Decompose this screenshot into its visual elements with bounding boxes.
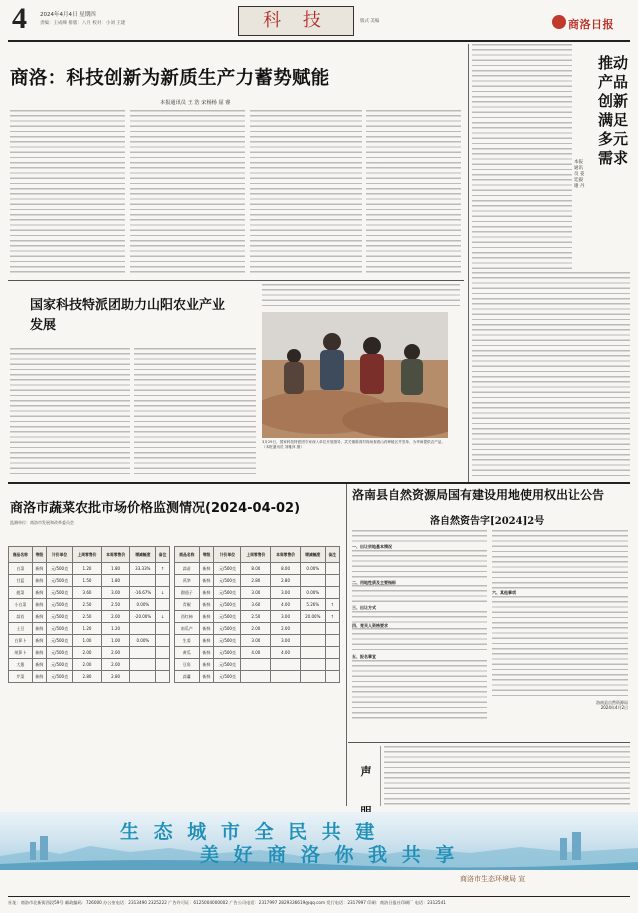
table-cell: 元/500克 xyxy=(47,659,73,671)
table-cell: 元/500克 xyxy=(47,623,73,635)
checker-line: 版式 美编 xyxy=(360,19,380,24)
table-cell: 8.00 xyxy=(271,563,301,575)
table-cell xyxy=(241,659,271,671)
table-cell: 2.80 xyxy=(73,671,102,683)
table-cell: 2.00 xyxy=(101,659,130,671)
veg-header-cell: 计价单位 xyxy=(47,547,73,563)
table-cell: 元/500克 xyxy=(47,635,73,647)
table-cell xyxy=(156,599,170,611)
table-cell: 蒜薹 xyxy=(175,671,200,683)
table-cell: ↑ xyxy=(156,563,170,575)
table-row xyxy=(175,575,340,587)
land-column-1 xyxy=(352,530,487,738)
veg-note: 监测单位：商洛市发展和改革委员会 xyxy=(10,520,74,525)
feature-column-1 xyxy=(10,348,130,478)
banner-credit: 商洛市生态环境局 宣 xyxy=(460,875,526,883)
table-cell: 土豆 xyxy=(9,623,33,635)
veg-header-cell: 本周零售价 xyxy=(271,547,301,563)
table-cell: 3.00 xyxy=(271,635,301,647)
land-section-2: 二、用地性质及主要指标 xyxy=(352,579,396,585)
table-cell xyxy=(325,587,339,599)
veg-table-right xyxy=(174,546,340,683)
table-cell: 33.33% xyxy=(130,563,156,575)
table-cell xyxy=(241,671,271,683)
veg-header-row xyxy=(9,547,170,563)
table-cell: 2.50 xyxy=(73,611,102,623)
table-cell: 元/500克 xyxy=(214,587,241,599)
lead-byline: 本报通讯员 王 浩 宋杨杨 屈 睿 xyxy=(160,100,231,106)
table-cell: 新鲜 xyxy=(199,635,214,647)
land-section-4: 四、竞买人资格要求 xyxy=(352,622,388,628)
table-row xyxy=(175,611,340,623)
table-cell: 0.00% xyxy=(300,587,325,599)
feature-column-2 xyxy=(134,348,256,478)
brand-logo-icon xyxy=(552,15,566,29)
feature-column-3 xyxy=(262,284,460,308)
table-cell: 1.50 xyxy=(73,575,102,587)
table-cell: 菠菜 xyxy=(9,587,33,599)
veg-header-cell: 本周零售价 xyxy=(101,547,130,563)
side-column-top xyxy=(472,44,572,269)
table-row xyxy=(9,563,170,575)
veg-header-cell: 计价单位 xyxy=(214,547,241,563)
table-cell: 蒜苗 xyxy=(175,563,200,575)
veg-table-title: 商洛市蔬菜农批市场价格监测情况(2024-04-02) xyxy=(10,501,301,516)
table-cell xyxy=(130,647,156,659)
table-cell xyxy=(300,635,325,647)
table-row xyxy=(175,635,340,647)
table-cell: 元/500克 xyxy=(47,647,73,659)
table-row xyxy=(9,659,170,671)
lead-headline: 商洛：科技创新为新质生产力蓄势赋能 xyxy=(10,68,330,89)
table-cell: 0.00% xyxy=(130,635,156,647)
table-cell: 1.20 xyxy=(101,623,130,635)
banner-slogan-2: 美 好 商 洛 你 我 共 享 xyxy=(200,844,459,866)
table-cell: 2.00 xyxy=(73,659,102,671)
table-cell: 白菜 xyxy=(9,563,33,575)
table-cell: 莴笋 xyxy=(175,575,200,587)
table-cell: 3.00 xyxy=(241,587,271,599)
table-cell: 4.00 xyxy=(271,599,301,611)
table-cell xyxy=(325,563,339,575)
table-row xyxy=(175,587,340,599)
table-cell: 2.80 xyxy=(101,671,130,683)
table-cell: 2.00 xyxy=(101,611,130,623)
veg-header-cell: 等级 xyxy=(32,547,46,563)
table-cell xyxy=(156,635,170,647)
table-cell xyxy=(130,575,156,587)
table-cell: 新鲜 xyxy=(199,587,214,599)
editor-meta: 责编：王成峰 排版：八月 校对：小刘 王建 xyxy=(40,21,126,26)
table-cell: 新鲜 xyxy=(32,587,46,599)
notice-label: 声 xyxy=(360,765,372,778)
feature-rule xyxy=(8,280,464,281)
notice-rule xyxy=(348,742,630,743)
land-column-2 xyxy=(492,530,628,738)
table-cell: 新鲜 xyxy=(32,635,46,647)
table-cell: ↑ xyxy=(325,611,339,623)
table-cell: 新鲜 xyxy=(199,647,214,659)
footer-info: 社址：商洛市北新街西段59号 邮政编码：726000 办公室电话：2313490 2325222 广告许可证：6125004000002 广告公司电话：2317997 2829336619@qq.com 发行电话：2317997 印刷：商洛日报社印刷厂 电话：2312541 xyxy=(8,900,446,905)
land-notice-title: 洛南县自然资源局国有建设用地使用权出让公告 xyxy=(352,488,605,502)
header-rule xyxy=(8,40,630,42)
table-cell: 0.00% xyxy=(300,563,325,575)
table-cell xyxy=(271,671,301,683)
notice-divider xyxy=(380,746,381,806)
table-row xyxy=(175,671,340,683)
land-date: 2024年4月2日 xyxy=(600,705,628,711)
table-row xyxy=(9,635,170,647)
table-cell: 1.80 xyxy=(101,575,130,587)
table-cell: 小白菜 xyxy=(9,599,33,611)
table-cell xyxy=(300,659,325,671)
table-cell: ↓ xyxy=(156,611,170,623)
side-byline: 本报通讯员 姜廷毅 谢 丹 xyxy=(574,160,585,189)
table-row xyxy=(9,587,170,599)
table-row xyxy=(9,599,170,611)
table-cell: 元/500克 xyxy=(214,611,241,623)
table-cell: 元/500克 xyxy=(214,599,241,611)
veg-header-cell: 备注 xyxy=(156,547,170,563)
table-cell: 新鲜 xyxy=(32,623,46,635)
table-cell: 元/500克 xyxy=(214,647,241,659)
table-cell xyxy=(300,623,325,635)
table-cell: 3.60 xyxy=(73,587,102,599)
table-cell: 新鲜 xyxy=(199,623,214,635)
side-column-bottom xyxy=(472,272,630,477)
table-cell: 白萝卜 xyxy=(9,635,33,647)
table-cell xyxy=(130,623,156,635)
land-notice-number: 洛自然资告字[2024]2号 xyxy=(430,516,545,527)
table-cell: 1.20 xyxy=(73,623,102,635)
table-cell xyxy=(156,671,170,683)
table-row xyxy=(9,575,170,587)
veg-header-cell: 上周零售价 xyxy=(241,547,271,563)
lead-column-4 xyxy=(366,110,461,275)
table-cell xyxy=(156,659,170,671)
table-cell: 大葱 xyxy=(9,659,33,671)
table-cell: 元/500克 xyxy=(214,635,241,647)
veg-header-cell: 上周零售价 xyxy=(73,547,102,563)
table-cell xyxy=(300,647,325,659)
table-cell: 2.80 xyxy=(271,575,301,587)
side-headline: 推动产品创新 满足多元需求 xyxy=(597,54,628,167)
table-cell xyxy=(156,647,170,659)
table-cell: 元/500克 xyxy=(214,575,241,587)
table-cell: 2.00 xyxy=(73,647,102,659)
veg-header-cell: 备注 xyxy=(325,547,339,563)
table-cell xyxy=(325,623,339,635)
table-cell: 生姜 xyxy=(175,635,200,647)
table-cell: 元/500克 xyxy=(47,575,73,587)
table-cell: 胡萝卜 xyxy=(9,647,33,659)
land-section-5: 五、报名事宜 xyxy=(352,654,376,660)
table-cell: 新鲜 xyxy=(32,659,46,671)
table-cell: 2.00 xyxy=(271,623,301,635)
table-cell xyxy=(325,659,339,671)
footer-rule xyxy=(8,896,630,897)
table-cell: 新鲜 xyxy=(32,671,46,683)
mid-rule xyxy=(8,482,630,484)
table-cell xyxy=(271,659,301,671)
veg-header-row xyxy=(175,547,340,563)
table-cell: 新鲜 xyxy=(32,575,46,587)
table-cell: 新鲜 xyxy=(199,599,214,611)
feature-photo xyxy=(262,312,448,438)
table-cell: 2.50 xyxy=(73,599,102,611)
table-cell: 新鲜 xyxy=(199,611,214,623)
table-cell: 5.26% xyxy=(300,599,325,611)
lead-column-2 xyxy=(130,110,245,275)
side-divider xyxy=(468,44,469,484)
veg-header-cell: 增减幅度 xyxy=(130,547,156,563)
notice-body xyxy=(384,746,630,806)
table-cell: 新鲜 xyxy=(199,659,214,671)
table-cell xyxy=(130,671,156,683)
veg-header-cell: 等级 xyxy=(199,547,214,563)
lower-divider xyxy=(346,484,347,806)
table-cell: 4.00 xyxy=(271,647,301,659)
table-cell: 新鲜 xyxy=(199,575,214,587)
table-cell: 豆角 xyxy=(175,659,200,671)
table-cell: 黄瓜 xyxy=(175,647,200,659)
table-cell: 1.00 xyxy=(101,635,130,647)
photo-caption: 3月29日，国家科技特派团专家深入单位开展指导，武关镇陈湾村现场查看山药种植区并签单，为华商提供农产品。（本报通讯员 刘雅萍 摄） xyxy=(262,440,445,449)
table-cell xyxy=(130,659,156,671)
table-cell: 青椒 xyxy=(175,599,200,611)
veg-header-cell: 增减幅度 xyxy=(300,547,325,563)
table-cell: 西红柿 xyxy=(175,611,200,623)
table-cell: 3.00 xyxy=(271,587,301,599)
table-cell xyxy=(325,575,339,587)
table-cell: 2.00 xyxy=(101,647,130,659)
banner-slogan-1: 生 态 城 市 全 民 共 建 xyxy=(120,821,379,843)
table-cell: 元/500克 xyxy=(47,671,73,683)
table-cell: ↑ xyxy=(325,599,339,611)
table-cell: 元/500克 xyxy=(47,587,73,599)
table-cell: 元/500克 xyxy=(47,599,73,611)
table-cell: 新鲜 xyxy=(32,599,46,611)
table-cell: 2.80 xyxy=(241,575,271,587)
table-cell xyxy=(325,671,339,683)
table-row xyxy=(9,671,170,683)
table-cell: 20.00% xyxy=(300,611,325,623)
table-cell: 新鲜 xyxy=(32,611,46,623)
table-cell xyxy=(325,635,339,647)
lead-column-3 xyxy=(250,110,362,275)
table-cell: 蒜苔 xyxy=(9,611,33,623)
land-signature: 洛南县自然资源局 xyxy=(596,699,628,705)
table-cell: 3.60 xyxy=(241,599,271,611)
table-cell: 元/500克 xyxy=(47,611,73,623)
table-cell: 元/500克 xyxy=(214,623,241,635)
table-cell: 元/500克 xyxy=(214,671,241,683)
table-cell xyxy=(300,575,325,587)
table-cell: 南瓜产 xyxy=(175,623,200,635)
table-cell: 元/500克 xyxy=(214,659,241,671)
table-cell: 2.50 xyxy=(241,611,271,623)
table-cell: 1.80 xyxy=(101,563,130,575)
issue-date: 2024年4月4日 星期四 xyxy=(40,12,96,18)
table-cell xyxy=(156,623,170,635)
lead-column-1 xyxy=(10,110,125,275)
table-cell: 芹菜 xyxy=(9,671,33,683)
masthead-brand: 商洛日报 xyxy=(568,18,614,31)
table-cell: 甘蓝 xyxy=(9,575,33,587)
table-row xyxy=(175,599,340,611)
table-cell: 8.00 xyxy=(241,563,271,575)
table-cell: 元/500克 xyxy=(47,563,73,575)
table-row xyxy=(9,611,170,623)
table-cell: 3.00 xyxy=(271,611,301,623)
table-cell: 2.00 xyxy=(241,623,271,635)
table-row xyxy=(175,623,340,635)
land-section-1: 一、出让宗地基本情况 xyxy=(352,544,392,549)
feature-headline: 国家科技特派团助力山阳农业产业发展 xyxy=(30,298,226,333)
table-cell: 3.00 xyxy=(241,635,271,647)
table-row xyxy=(175,659,340,671)
table-cell: 新鲜 xyxy=(199,563,214,575)
table-cell: 1.00 xyxy=(73,635,102,647)
veg-header-cell: 商品名称 xyxy=(175,547,200,563)
table-cell xyxy=(156,575,170,587)
page-number: 4 xyxy=(12,2,27,35)
table-row xyxy=(9,623,170,635)
section-tag: 科 技 xyxy=(238,6,354,36)
table-cell xyxy=(300,671,325,683)
table-cell: -16.67% xyxy=(130,587,156,599)
table-row xyxy=(175,563,340,575)
land-section-3: 三、出让方式 xyxy=(352,605,376,611)
table-cell: 3.00 xyxy=(101,587,130,599)
table-cell: 元/500克 xyxy=(214,563,241,575)
table-cell xyxy=(325,647,339,659)
table-cell: 1.20 xyxy=(73,563,102,575)
table-cell: 圆茄子 xyxy=(175,587,200,599)
table-cell: 新鲜 xyxy=(32,563,46,575)
table-row xyxy=(175,647,340,659)
table-cell: -20.00% xyxy=(130,611,156,623)
table-cell: ↓ xyxy=(156,587,170,599)
table-cell: 新鲜 xyxy=(199,671,214,683)
table-cell: 4.00 xyxy=(241,647,271,659)
veg-header-cell: 商品名称 xyxy=(9,547,33,563)
table-cell: 2.50 xyxy=(101,599,130,611)
feature-photo-illustration xyxy=(262,312,448,438)
land-section-6: 六、其他事项 xyxy=(492,590,516,595)
table-cell: 0.00% xyxy=(130,599,156,611)
table-cell: 新鲜 xyxy=(32,647,46,659)
veg-table-left xyxy=(8,546,170,683)
table-row xyxy=(9,647,170,659)
